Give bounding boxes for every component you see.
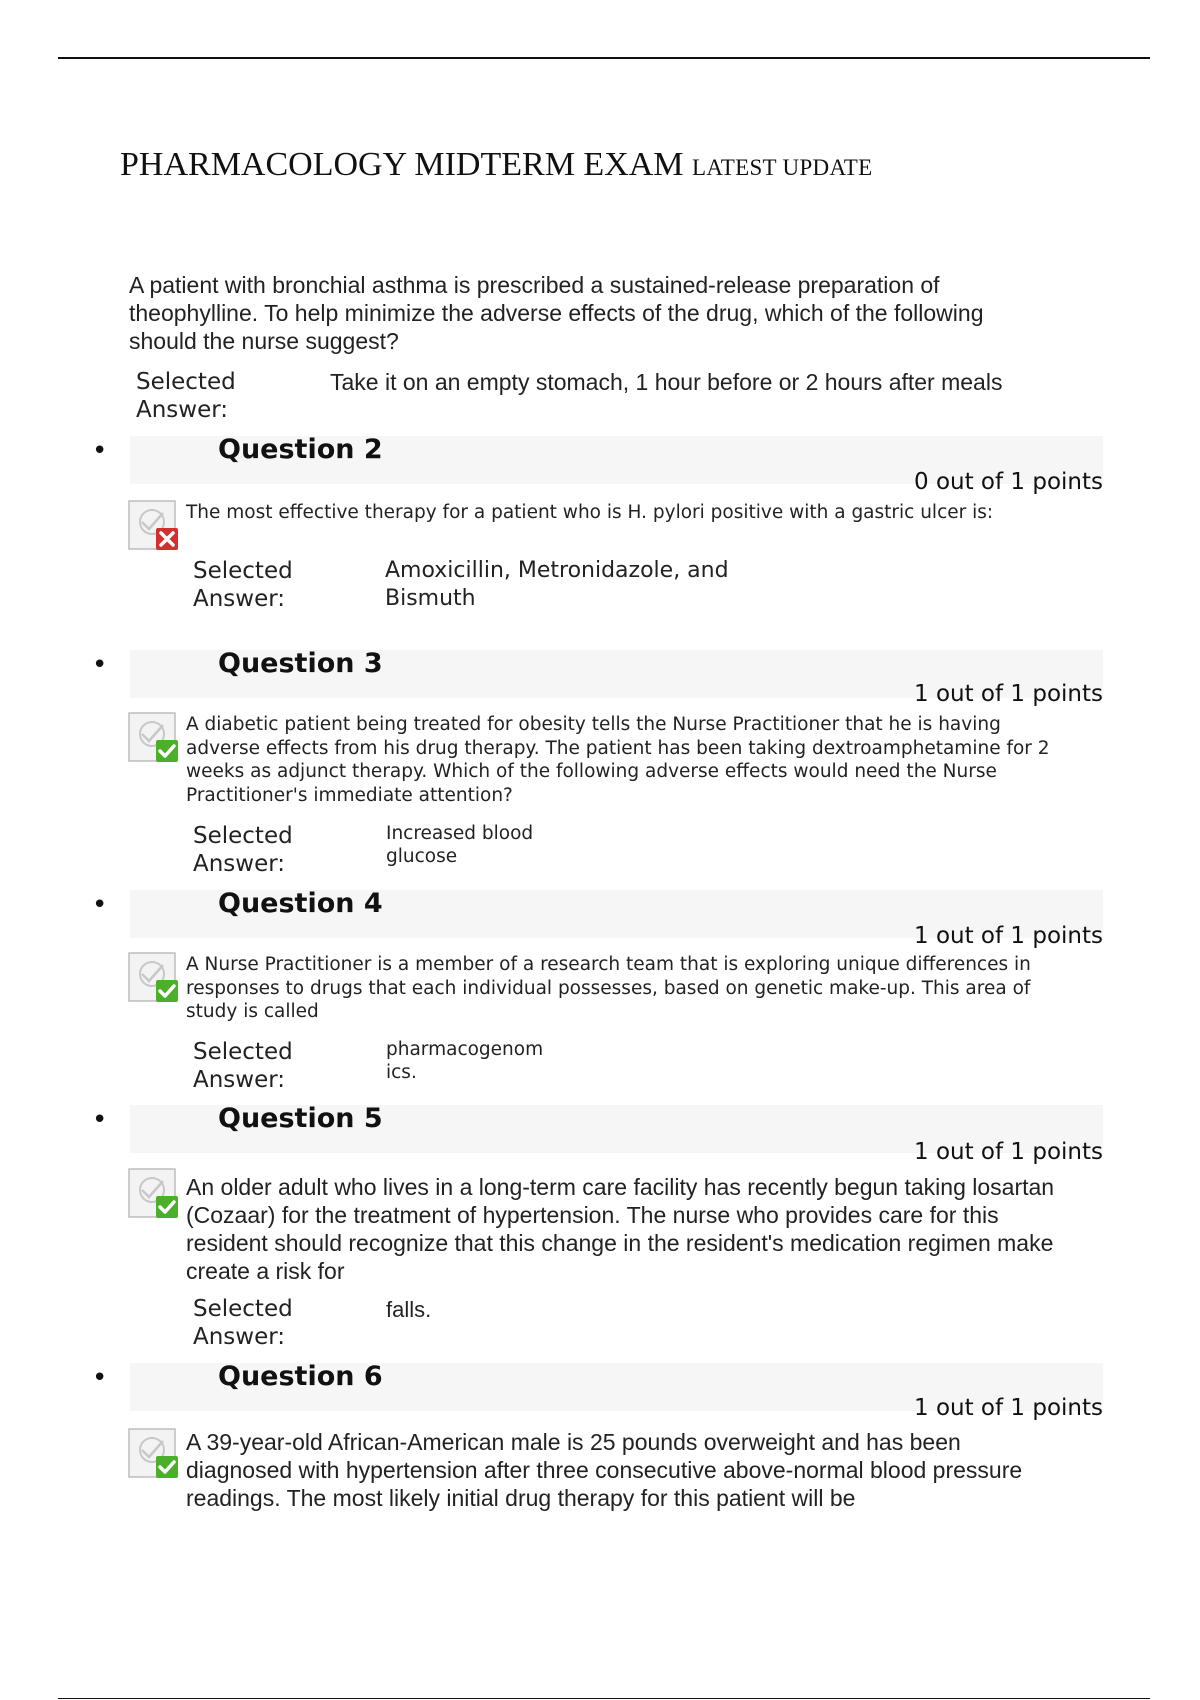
question-6-bullet: • [92,1363,108,1393]
incorrect-icon [128,500,184,552]
title-main: PHARMACOLOGY MIDTERM EXAM [120,146,684,183]
question-2-selected-answer: Amoxicillin, Metronidazole, and Bismuth [385,558,729,611]
question-3-selected-label: Selected Answer: [193,823,293,877]
question-2-title: Question 2 [218,434,383,465]
question-5-selected-answer: falls. [386,1297,432,1322]
correct-icon [128,1168,184,1220]
question-3-text: A diabetic patient being treated for obesity tells the Nurse Practitioner that he is having adverse effects from his drug therapy. The patient has been taking dextroamphetamine for 2 weeks as adjunct therapy. Which of the following adverse effects would need the Nurse Practitioner's immediate attention? [186,714,1050,806]
question-2-text: The most effective therapy for a patient who is H. pylori positive with a gastric ulcer is: [186,502,994,523]
question-1-selected-answer: Take it on an empty stomach, 1 hour before or 2 hours after meals [330,369,1003,395]
question-5-title: Question 5 [218,1103,383,1134]
question-5-selected-label: Selected Answer: [193,1296,293,1350]
title-sub: LATEST UPDATE [692,155,873,180]
question-3-selected-answer: Increased blood glucose [386,823,534,867]
top-rule [58,57,1150,59]
correct-icon [128,952,184,1004]
question-1-text: A patient with bronchial asthma is prescribed a sustained-release preparation of theophylline. To help minimize the adverse effects of the drug, which of the following should the nurse suggest? [129,272,984,354]
question-3-points: 1 out of 1 points [914,681,1103,707]
question-2-bullet: • [92,436,108,466]
question-5-text: An older adult who lives in a long-term care facility has recently begun taking losartan (Cozaar) for the treatment of hypertension. The nurse who provides care for this resident should recognize that this change in the resident's medication regimen make create a risk for [186,1174,1055,1284]
question-6-text: A 39-year-old African-American male is 25 pounds overweight and has been diagnosed with hypertension after three consecutive above-normal blood pressure readings. The most likely initial drug therapy for this patient will be [186,1429,1023,1511]
question-4-bullet: • [92,890,108,920]
bottom-rule [58,1698,1150,1699]
question-4-title: Question 4 [218,888,383,919]
question-3-bullet: • [92,650,108,680]
correct-icon [128,712,184,764]
question-2-selected-label: Selected Answer: [193,558,293,612]
page-title [120,146,873,184]
question-4-text: A Nurse Practitioner is a member of a research team that is exploring unique differences in responses to drugs that each individual possesses, based on genetic make-up. This area of study is called [186,954,1031,1022]
question-6-points: 1 out of 1 points [914,1395,1103,1421]
question-1-selected-label: Selected Answer: [136,369,236,423]
question-5-points: 1 out of 1 points [914,1139,1103,1165]
question-2-points: 0 out of 1 points [914,469,1103,495]
question-4-points: 1 out of 1 points [914,923,1103,949]
correct-icon [128,1428,184,1480]
question-4-selected-answer: pharmacogenom ics. [386,1039,544,1083]
question-6-title: Question 6 [218,1361,383,1392]
question-4-selected-label: Selected Answer: [193,1039,293,1093]
question-5-bullet: • [92,1105,108,1135]
question-3-title: Question 3 [218,648,383,679]
